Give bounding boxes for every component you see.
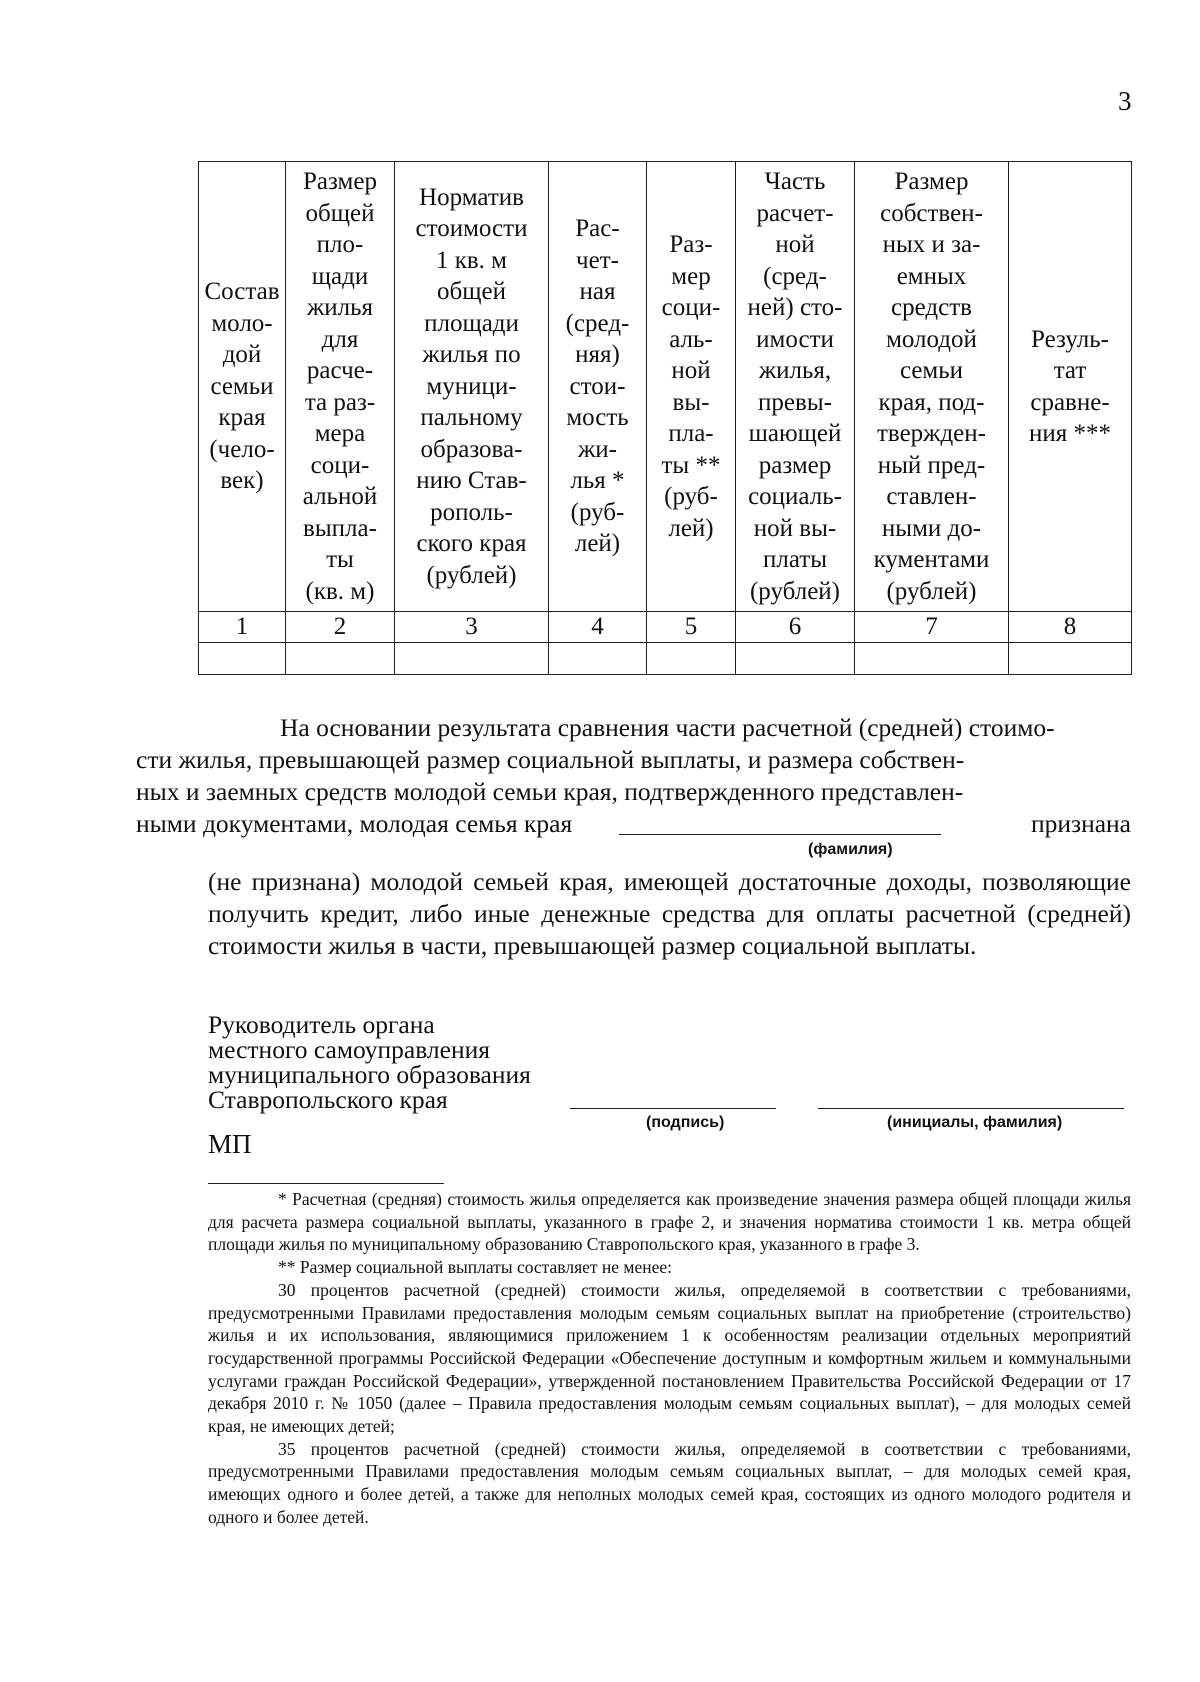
result-paragraph-line-2: сти жилья, превышающей размер социальной выплаты, и размера собствен- <box>136 745 965 774</box>
footnotes <box>208 1188 1131 1529</box>
surname-line <box>136 808 1131 840</box>
table-header-cell: Рас- чет- ная (сред- няя) стои- мость жи- лья * (руб- лей) <box>549 162 647 612</box>
surname-caption: (фамилия) <box>808 841 893 858</box>
result-paragraph <box>136 712 1131 840</box>
column-number: 2 <box>286 612 395 643</box>
column-number: 8 <box>1009 612 1132 643</box>
footnote-divider <box>208 1183 444 1184</box>
table-header-cell: Часть расчет- ной (сред- ней) сто- имости жилья, превы- шающей размер социаль- ной вы- платы (рублей) <box>736 162 855 612</box>
surname-line-left: ными документами, молодая семья края <box>136 809 573 838</box>
table-cell[interactable] <box>395 643 549 675</box>
table-cell[interactable] <box>1009 643 1132 675</box>
table-header-cell: Норматив стоимости 1 кв. м общей площади жилья по муници- пальному образова- нию Став- рополь- ского края (рублей) <box>395 162 549 612</box>
table-empty-row <box>199 643 1132 675</box>
calculation-table <box>198 161 1132 675</box>
column-number: 4 <box>549 612 647 643</box>
table-cell[interactable] <box>549 643 647 675</box>
column-number: 1 <box>199 612 286 643</box>
result-paragraph-line-1: На основании результата сравнения части расчетной (средней) стоимо- <box>280 713 1055 742</box>
table-cell[interactable] <box>736 643 855 675</box>
signature-field[interactable] <box>570 1108 776 1109</box>
surname-blank-field[interactable] <box>619 834 941 835</box>
table-cell[interactable] <box>199 643 286 675</box>
official-title-line: местного самоуправления <box>208 1035 490 1064</box>
surname-line-right: признана <box>1030 809 1131 838</box>
signature-caption: (подпись) <box>646 1114 725 1131</box>
column-number: 6 <box>736 612 855 643</box>
table-header-cell: Размер общей пло- щади жилья для расче- та раз- мера соци- альной выпла- ты (кв. м) <box>286 162 395 612</box>
table-header-cell: Резуль- тат сравне- ния *** <box>1009 162 1132 612</box>
official-title-line: Ставропольского края <box>208 1085 448 1114</box>
page-number: 3 <box>1118 86 1132 116</box>
table-cell[interactable] <box>855 643 1009 675</box>
result-paragraph-line-3: ных и заемных средств молодой семьи края, подтвержденного представлен- <box>136 777 964 806</box>
stamp-place-label: МП <box>208 1129 252 1159</box>
table-header-cell: Раз- мер соци- аль- ной вы- пла- ты ** (руб- лей) <box>647 162 736 612</box>
footnote: 35 процентов расчетной (средней) стоимости жилья, определяемой в соответствии с требованиями, предусмотренными Правилами предоставления молодым семьям социальных выплат, – для молодых семей края, имеющих одного и более детей, а также для неполных молодых семей края, состоящих из одного молодого родителя и одного и более детей. <box>208 1438 1131 1527</box>
initials-field[interactable] <box>818 1108 1124 1109</box>
footnote: * Расчетная (средняя) стоимость жилья определяется как произведение значения размера общей площади жилья для расчета размера социальной выплаты, указанного в графе 2, и значения норматива стоимости 1 кв. метра общей площади жилья по муниципальному образованию Ставропольского края, указанного в графе 3. <box>208 1189 1131 1255</box>
table-cell[interactable] <box>286 643 395 675</box>
footnote: ** Размер социальной выплаты составляет не менее: <box>278 1257 673 1278</box>
column-number: 7 <box>855 612 1009 643</box>
table-header-cell: Состав моло- дой семьи края (чело- век) <box>199 162 286 612</box>
table-column-numbers-row <box>199 612 1132 643</box>
conclusion-paragraph: (не признана) молодой семьей края, имеющей достаточные доходы, позволяющие получить кредит, либо иные денежные средства для оплаты расчетной (средней) стоимости жилья в части, превышающей размер социальной выплаты. <box>208 867 1131 960</box>
initials-caption: (инициалы, фамилия) <box>887 1114 1063 1131</box>
table-cell[interactable] <box>647 643 736 675</box>
official-title-line: Руководитель органа <box>208 1010 435 1039</box>
footnote: 30 процентов расчетной (средней) стоимости жилья, определяемой в соответствии с требованиями, предусмотренными Правилами предоставления молодым семьям социальных выплат на приобретение (строительство) жилья и их использования, являющимися приложением 1 к особенностям реализации отдельных мероприятий государственной программы Российской Федерации «Обеспечение доступным и комфортным жильем и коммунальными услугами граждан Российской Федерации», утвержденной постановлением Правительства Российской Федерации от 17 декабря 2010 г. № 1050 (далее – Правила предоставления молодым семьям социальных выплат), – для молодых семей края, не имеющих детей; <box>208 1279 1131 1437</box>
table-header-cell: Размер собствен- ных и за- емных средств молодой семьи края, под- твержден- ный пред- ставлен- ными до- кументами (рублей) <box>855 162 1009 612</box>
column-number: 3 <box>395 612 549 643</box>
column-number: 5 <box>647 612 736 643</box>
official-title-line: муниципального образования <box>208 1060 531 1089</box>
table-header-row <box>199 162 1132 612</box>
official-title <box>208 1012 531 1112</box>
